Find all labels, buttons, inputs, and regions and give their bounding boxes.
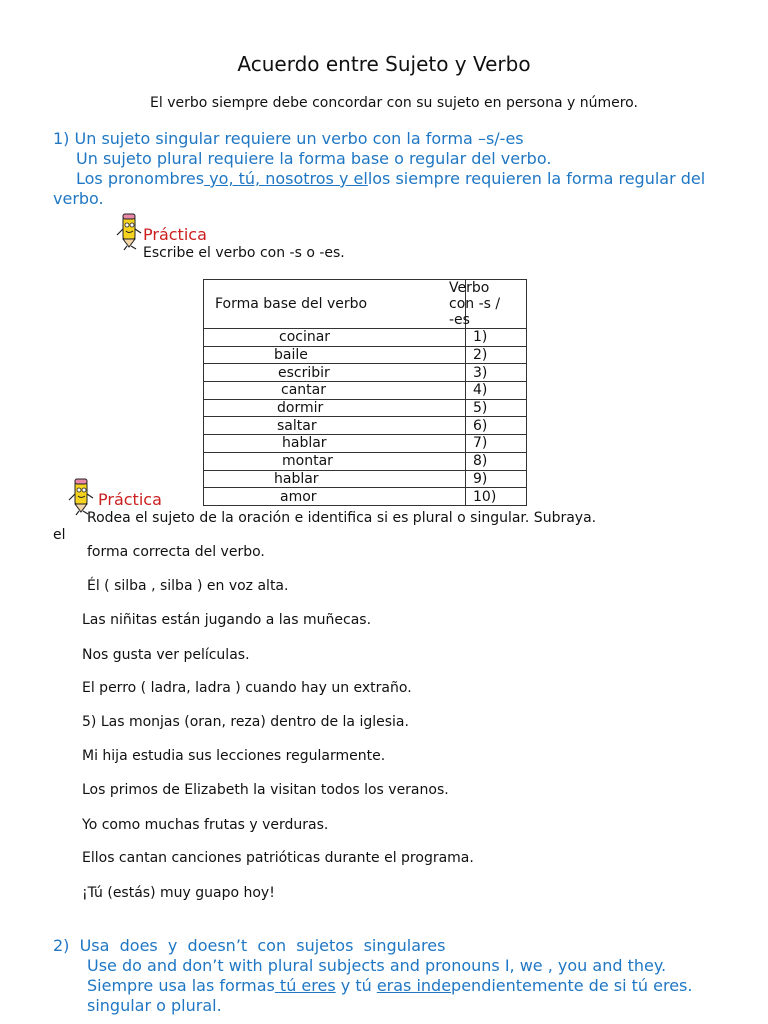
practice1-heading: Práctica bbox=[143, 225, 207, 244]
table-row bbox=[204, 364, 527, 382]
exercise-sentence: Mi hija estudia sus lecciones regularmente. bbox=[82, 748, 386, 764]
table-row bbox=[204, 346, 527, 364]
table-row bbox=[204, 399, 527, 417]
rule1-line1: 1) Un sujeto singular requiere un verbo con la forma –s/-es bbox=[53, 129, 524, 148]
rule1-line4: verbo. bbox=[53, 189, 104, 208]
verb-cell: amor bbox=[204, 488, 466, 506]
rule1-line3-pronouns-a: yo, tú, bbox=[204, 169, 266, 188]
rule1-line3 bbox=[76, 169, 705, 188]
practice2-heading: Práctica bbox=[98, 490, 162, 509]
intro-text: El verbo siempre debe concordar con su sujeto en persona y número. bbox=[150, 95, 638, 111]
table-row bbox=[204, 417, 527, 435]
exercise-sentence: Ellos cantan canciones patrióticas durante el programa. bbox=[82, 850, 474, 866]
rule2-line3-pre: Siempre usa las formas bbox=[87, 976, 275, 995]
exercise-sentence: Yo como muchas frutas y verduras. bbox=[82, 817, 329, 833]
answer-cell[interactable]: 2) bbox=[466, 346, 527, 364]
practice2-instruction-el: el bbox=[53, 527, 66, 543]
answer-cell[interactable]: 4) bbox=[466, 382, 527, 400]
rule2-line3 bbox=[87, 976, 692, 995]
verb-cell: cocinar bbox=[204, 329, 466, 347]
verb-cell: baile bbox=[204, 346, 466, 364]
pencil-mascot-icon bbox=[114, 211, 144, 251]
answer-cell[interactable]: 1) bbox=[466, 329, 527, 347]
rule2-line4: singular o plural. bbox=[87, 996, 222, 1015]
answer-cell[interactable]: 7) bbox=[466, 435, 527, 453]
rule2-line3-post: pendientemente de si tú eres. bbox=[451, 976, 693, 995]
table-row bbox=[204, 452, 527, 470]
verb-cell: dormir bbox=[204, 399, 466, 417]
answer-cell[interactable]: 3) bbox=[466, 364, 527, 382]
rule1-line3-pre: Los pronombres bbox=[76, 169, 205, 188]
verb-table-header bbox=[204, 280, 527, 329]
exercise-sentence: Nos gusta ver películas. bbox=[82, 647, 250, 663]
exercise-sentence: ¡Tú (estás) muy guapo hoy! bbox=[82, 885, 275, 901]
answer-cell[interactable]: 10) bbox=[466, 488, 527, 506]
table-row bbox=[204, 382, 527, 400]
rule1-line2: Un sujeto plural requiere la forma base o regular del verbo. bbox=[76, 149, 552, 168]
rule2-line1: 2) Usa does y doesn’t con sujetos singulares bbox=[53, 936, 446, 955]
answer-cell[interactable]: 9) bbox=[466, 470, 527, 488]
exercise-sentence: Las niñitas están jugando a las muñecas. bbox=[82, 612, 372, 628]
header-s-es-form: Verbo con -s / -es bbox=[466, 280, 527, 329]
verb-cell: hablar bbox=[204, 470, 466, 488]
exercise-sentence: Los primos de Elizabeth la visitan todos los veranos. bbox=[82, 782, 449, 798]
table-row bbox=[204, 435, 527, 453]
verb-cell: escribir bbox=[204, 364, 466, 382]
answer-cell[interactable]: 6) bbox=[466, 417, 527, 435]
rule1-line3-pronouns-b: nosotros y el bbox=[265, 169, 368, 188]
page-title: Acuerdo entre Sujeto y Verbo bbox=[237, 52, 531, 76]
rule1-line3-post: los siempre requieren la forma regular del bbox=[367, 169, 706, 188]
header-base-form: Forma base del verbo bbox=[204, 280, 466, 329]
rule2-line2: Use do and don’t with plural subjects and pronouns I, we , you and they. bbox=[87, 956, 667, 975]
table-row bbox=[204, 488, 527, 506]
verb-table bbox=[203, 279, 527, 506]
table-row bbox=[204, 329, 527, 347]
verb-cell: saltar bbox=[204, 417, 466, 435]
exercise-sentence: El perro ( ladra, ladra ) cuando hay un extraño. bbox=[82, 680, 412, 696]
verb-cell: cantar bbox=[204, 382, 466, 400]
practice2-instruction-line1: Rodea el sujeto de la oración e identifica si es plural o singular. Subraya. bbox=[87, 510, 597, 526]
rule2-line3-underline-a: tú eres bbox=[274, 976, 336, 995]
rule2-line3-underline-b: eras inde bbox=[376, 976, 452, 995]
rule2-line3-mid: y tú bbox=[335, 976, 377, 995]
exercise-sentence: 5) Las monjas (oran, reza) dentro de la iglesia. bbox=[82, 714, 409, 730]
practice2-instruction-line2: forma correcta del verbo. bbox=[87, 544, 265, 560]
practice1-instruction: Escribe el verbo con -s o -es. bbox=[143, 245, 345, 261]
verb-cell: montar bbox=[204, 452, 466, 470]
exercise-sentence: Él ( silba , silba ) en voz alta. bbox=[87, 578, 289, 594]
verb-cell: hablar bbox=[204, 435, 466, 453]
answer-cell[interactable]: 8) bbox=[466, 452, 527, 470]
answer-cell[interactable]: 5) bbox=[466, 399, 527, 417]
table-row bbox=[204, 470, 527, 488]
